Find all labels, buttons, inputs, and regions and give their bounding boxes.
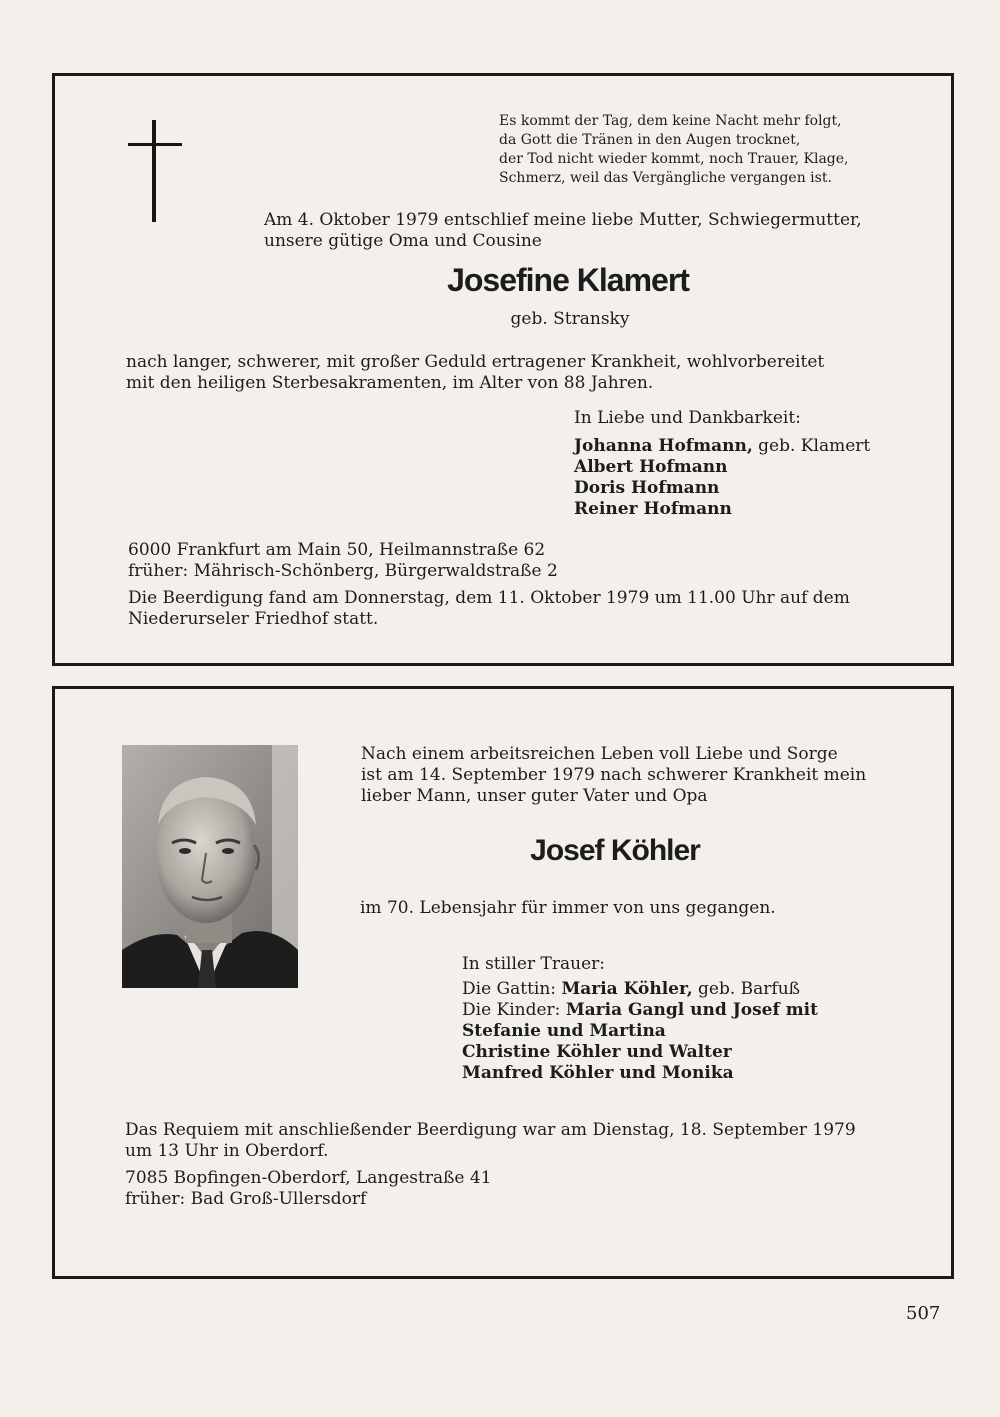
details-line: nach langer, schwerer, mit großer Geduld ertragener Krankheit, wohlvorbereitet (126, 352, 825, 372)
mourner-name: Johanna Hofmann, (574, 436, 753, 456)
death-details (126, 352, 824, 394)
deceased-name: Josefine Klamert (447, 262, 689, 298)
children-entry (462, 1000, 818, 1021)
deceased-name-2: Josef Köhler (530, 834, 700, 867)
quote-line: da Gott die Tränen in den Augen trocknet, (499, 132, 801, 148)
child-name: Stefanie und Martina (462, 1021, 666, 1041)
family-address-2 (125, 1168, 492, 1210)
mourners-heading: In stiller Trauer: (462, 954, 605, 974)
cross-icon (152, 120, 156, 222)
quote-line: Schmerz, weil das Vergängliche vergangen ist. (499, 170, 832, 186)
wife-entry (462, 979, 818, 1000)
mourners-block-2 (462, 954, 818, 1084)
age-line: im 70. Lebensjahr für immer von uns gegangen. (360, 898, 776, 918)
intro-line: unsere gütige Oma und Cousine (264, 231, 542, 251)
quote-line: der Tod nicht wieder kommt, noch Trauer, Klage, (499, 151, 849, 167)
address-line: früher: Mährisch-Schönberg, Bürgerwaldstraße 2 (128, 561, 558, 581)
details-line: mit den heiligen Sterbesakramenten, im Alter von 88 Jahren. (126, 373, 654, 393)
address-line: früher: Bad Groß-Ullersdorf (125, 1189, 367, 1209)
mourner-maiden: geb. Klamert (752, 436, 871, 456)
cross-icon-bar (128, 143, 182, 146)
child-name: Christine Köhler und Walter (462, 1042, 732, 1062)
funeral-info (128, 588, 850, 630)
mourner-name: Reiner Hofmann (574, 499, 732, 519)
child-name: Manfred Köhler und Monika (462, 1063, 734, 1083)
intro-line: Am 4. Oktober 1979 entschlief meine liebe Mutter, Schwiegermutter, (264, 210, 862, 230)
obituary-intro-2 (361, 744, 866, 807)
wife-name: Maria Köhler, (561, 979, 693, 999)
intro-line: lieber Mann, unser guter Vater und Opa (361, 786, 708, 806)
mourners-heading: In Liebe und Dankbarkeit: (574, 408, 801, 428)
portrait-photo (122, 745, 298, 988)
intro-line: ist am 14. September 1979 nach schwerer Krankheit mein (361, 765, 867, 785)
address-line: 7085 Bopfingen-Oberdorf, Langestraße 41 (125, 1168, 492, 1188)
mourners-block (574, 408, 870, 520)
wife-maiden: geb. Barfuß (692, 979, 801, 999)
children-label: Die Kinder: (462, 1000, 566, 1020)
page-number: 507 (906, 1303, 941, 1324)
family-address (128, 540, 558, 582)
intro-line: Nach einem arbeitsreichen Leben voll Liebe und Sorge (361, 744, 838, 764)
requiem-line: um 13 Uhr in Oberdorf. (125, 1141, 329, 1161)
maiden-name: geb. Stransky (510, 309, 630, 329)
bible-quote (499, 112, 849, 188)
address-line: 6000 Frankfurt am Main 50, Heilmannstraße 62 (128, 540, 546, 560)
funeral-line: Niederurseler Friedhof statt. (128, 609, 379, 629)
mourner-name: Albert Hofmann (574, 457, 728, 477)
child-name: Maria Gangl und Josef mit (565, 1000, 818, 1020)
wife-label: Die Gattin: (462, 979, 562, 999)
obituary-intro (264, 210, 862, 252)
quote-line: Es kommt der Tag, dem keine Nacht mehr folgt, (499, 113, 842, 129)
mourner-name: Doris Hofmann (574, 478, 720, 498)
funeral-line: Die Beerdigung fand am Donnerstag, dem 11. Oktober 1979 um 11.00 Uhr auf dem (128, 588, 850, 608)
requiem-line: Das Requiem mit anschließender Beerdigung war am Dienstag, 18. September 1979 (125, 1120, 856, 1140)
mourner-entry (574, 436, 870, 457)
requiem-info (125, 1120, 856, 1162)
